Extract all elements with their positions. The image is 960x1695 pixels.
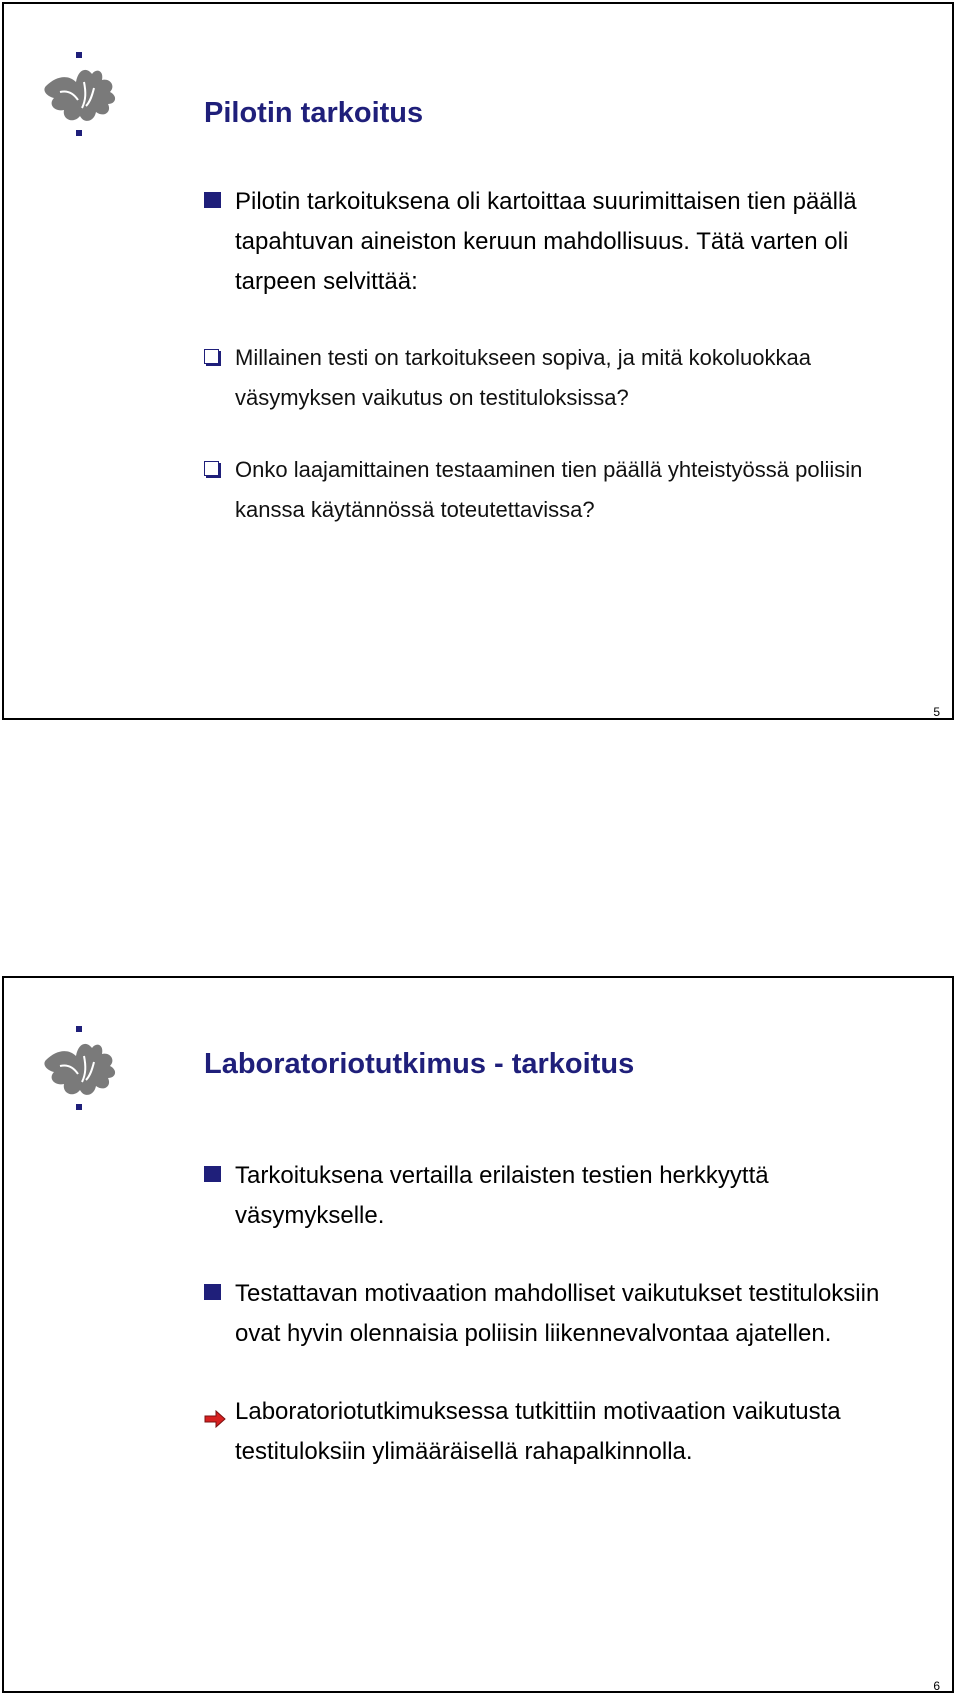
page-number: 5 — [933, 705, 940, 719]
square-bullet-icon — [204, 192, 221, 208]
bullet-list — [204, 1156, 924, 1472]
bullet-text: Laboratoriotutkimuksessa tutkittiin motivaation vaikutusta testituloksiin ylimääräisellä rahapalkinnolla. — [235, 1398, 841, 1465]
slide-5 — [2, 2, 954, 720]
university-flame-logo-icon — [40, 52, 122, 136]
bullet-text: Pilotin tarkoituksena oli kartoittaa suurimittaisen tien päällä tapahtuvan aineiston keruun mahdollisuus. Tätä varten oli tarpeen selvittää: — [235, 188, 857, 295]
university-flame-logo-icon — [40, 1026, 122, 1110]
list-item — [204, 338, 924, 418]
bullet-text: Onko laajamittainen testaaminen tien päällä yhteistyössä poliisin kanssa käytännössä toteutettavissa? — [235, 457, 863, 522]
page-number: 6 — [933, 1679, 940, 1693]
slide-title: Pilotin tarkoitus — [204, 97, 424, 129]
bullet-text: Tarkoituksena vertailla erilaisten testien herkkyyttä väsymykselle. — [235, 1162, 769, 1229]
list-item — [204, 1274, 924, 1354]
bullet-list — [204, 182, 924, 530]
bullet-text: Testattavan motivaation mahdolliset vaikutukset testituloksiin ovat hyvin olennaisia poliisin liikennevalvontaa ajatellen. — [235, 1280, 880, 1347]
arrow-bullet-icon — [204, 1401, 226, 1419]
list-item — [204, 182, 924, 302]
slide-title: Laboratoriotutkimus - tarkoitus — [204, 1048, 635, 1080]
outline-square-bullet-icon — [204, 461, 219, 476]
list-item — [204, 450, 924, 530]
square-bullet-icon — [204, 1166, 221, 1182]
outline-square-bullet-icon — [204, 349, 219, 364]
slide-6 — [2, 976, 954, 1693]
list-item — [204, 1392, 924, 1472]
list-item — [204, 1156, 924, 1236]
bullet-text: Millainen testi on tarkoitukseen sopiva, ja mitä kokoluokkaa väsymyksen vaikutus on testituloksissa? — [235, 345, 811, 410]
square-bullet-icon — [204, 1284, 221, 1300]
